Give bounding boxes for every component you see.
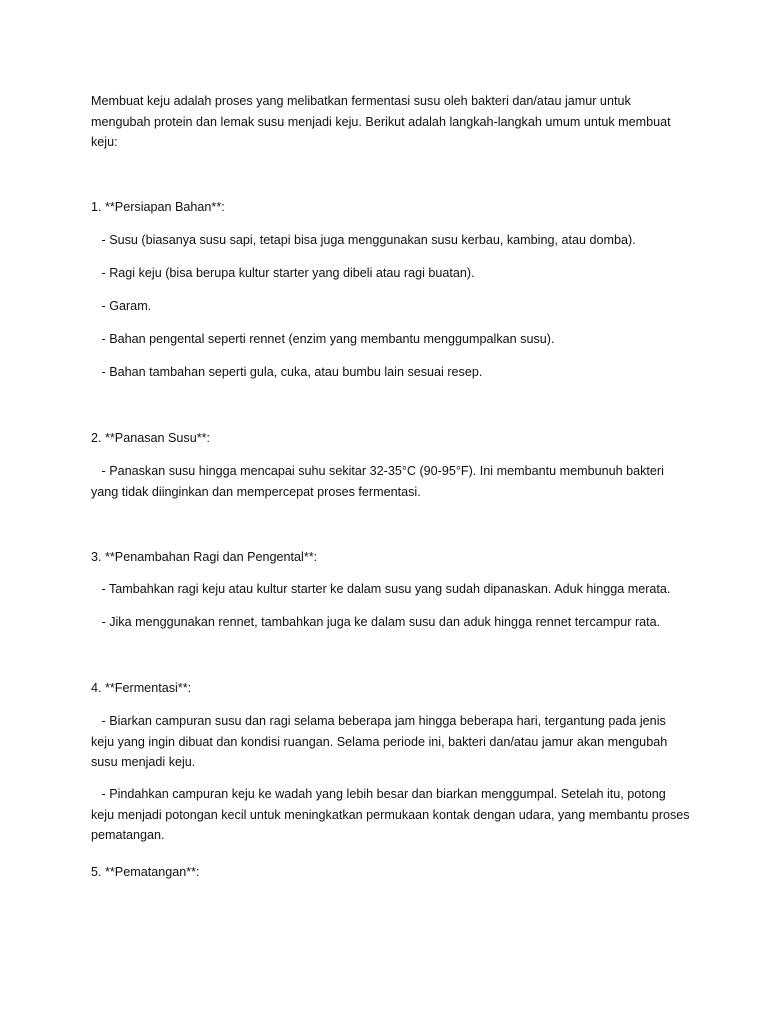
list-item: - Tambahkan ragi keju atau kultur starter ke dalam susu yang sudah dipanaskan. Aduk hingga merata. [91,582,671,596]
list-item: - Biarkan campuran susu dan ragi selama beberapa jam hingga beberapa hari, tergantung pada jenis keju yang ingin dibuat dan kondisi ruangan. Selama periode ini, bakteri dan/atau jamur akan mengubah susu menjadi keju. [91,714,671,769]
section-heading-persiapan-bahan: 1. **Persiapan Bahan**: [91,200,225,214]
list-item: - Bahan pengental seperti rennet (enzim yang membantu menggumpalkan susu). [91,332,555,346]
list-item: - Panaskan susu hingga mencapai suhu sekitar 32-35°C (90-95°F). Ini membantu membunuh bakteri yang tidak diinginkan dan mempercepat proses fermentasi. [91,464,668,499]
list-item: - Susu (biasanya susu sapi, tetapi bisa juga menggunakan susu kerbau, kambing, atau domba). [91,233,636,247]
section-heading-pematangan: 5. **Pematangan**: [91,865,200,879]
section-heading-panasan-susu: 2. **Panasan Susu**: [91,431,211,445]
list-item: - Garam. [91,299,152,313]
list-item: - Jika menggunakan rennet, tambahkan juga ke dalam susu dan aduk hingga rennet tercampur rata. [91,615,661,629]
intro-paragraph: Membuat keju adalah proses yang melibatkan fermentasi susu oleh bakteri dan/atau jamur untuk mengubah protein dan lemak susu menjadi keju. Berikut adalah langkah-langkah umum untuk membuat keju: [91,94,675,149]
section-heading-penambahan-ragi: 3. **Penambahan Ragi dan Pengental**: [91,550,318,564]
list-item: - Pindahkan campuran keju ke wadah yang lebih besar dan biarkan menggumpal. Setelah itu, potong keju menjadi potongan kecil untuk meningkatkan permukaan kontak dengan udara, yang membantu proses pematangan. [91,787,694,842]
list-item: - Ragi keju (bisa berupa kultur starter yang dibeli atau ragi buatan). [91,266,475,280]
list-item: - Bahan tambahan seperti gula, cuka, atau bumbu lain sesuai resep. [91,365,483,379]
section-heading-fermentasi: 4. **Fermentasi**: [91,681,192,695]
